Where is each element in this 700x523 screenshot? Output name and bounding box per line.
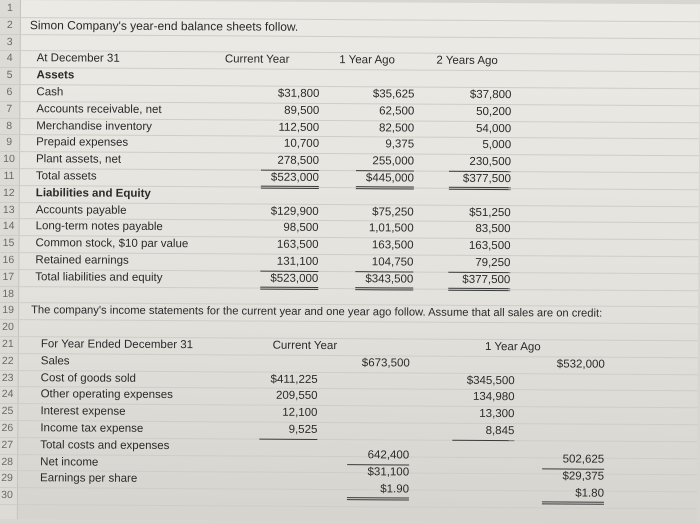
bs-cell-1y: $35,625 (372, 88, 415, 101)
bs-cell-current: 89,500 (284, 104, 320, 117)
is-net-income-label: Net income (40, 455, 99, 469)
row-number: 20 (2, 321, 14, 334)
is-expense-label: Interest expense (40, 405, 126, 418)
bs-cell-1y: $343,500 (355, 271, 413, 288)
bs-cell-current: 131,100 (260, 254, 318, 271)
bs-row-label: Accounts receivable, net (36, 103, 162, 116)
is-sales-label: Sales (40, 355, 70, 368)
row-number: 6 (6, 86, 13, 99)
is-eps-label: Earnings per share (40, 472, 138, 486)
row-number: 24 (1, 388, 14, 401)
is-sales-current: $673,500 (361, 357, 410, 370)
bs-row-label: Common stock, $10 par value (35, 237, 189, 251)
bs-cell-1y: 82,500 (379, 121, 415, 135)
assets-heading: Assets (36, 69, 75, 82)
row-number: 17 (2, 270, 15, 283)
bs-cell-2y: 5,000 (482, 139, 512, 152)
bs-row-label: Plant assets, net (35, 153, 122, 166)
is-expense-label: Other operating expenses (40, 388, 173, 402)
bs-cell-1y: 62,500 (379, 105, 415, 118)
bs-cell-2y: $37,800 (469, 88, 512, 102)
bs-cell-current: $523,000 (260, 270, 318, 287)
bs-cell-2y: 50,200 (476, 105, 512, 118)
is-expense-current: $411,225 (270, 373, 318, 386)
is-eps-current: $1.90 (347, 481, 409, 498)
is-total-costs-label: Total costs and expenses (40, 439, 170, 452)
row-number: 4 (6, 52, 13, 65)
bs-cell-current: 163,500 (276, 238, 319, 252)
bs-header-label: At December 31 (36, 52, 120, 66)
row-number: 5 (6, 69, 13, 82)
row-number: 2 (6, 18, 13, 31)
row-number: 7 (6, 102, 13, 115)
is-expense-1y: 8,845 (452, 423, 514, 440)
is-expense-current: 9,525 (259, 422, 317, 439)
liabilities-heading: Liabilities and Equity (35, 187, 151, 200)
page-title: Simon Company's year-end balance sheets follow. (29, 17, 299, 34)
row-number: 8 (6, 119, 13, 132)
row-number: 22 (1, 354, 14, 367)
bs-header-1y: 1 Year Ago (339, 54, 396, 67)
row-number: 21 (2, 338, 14, 351)
bs-cell-2y: $377,500 (448, 272, 510, 289)
bs-row-label: Merchandise inventory (36, 119, 152, 133)
is-total-costs-1y: 502,625 (542, 451, 604, 468)
is-net-income-current: $31,100 (367, 466, 410, 479)
bs-cell-2y: 230,500 (449, 154, 511, 171)
row-number: 15 (2, 237, 15, 250)
bs-cell-2y: 83,500 (475, 223, 511, 236)
is-expense-label: Cost of goods sold (40, 371, 136, 385)
row-number: 16 (2, 254, 15, 267)
row-number: 9 (6, 136, 13, 149)
row-number: 14 (2, 220, 15, 233)
bs-cell-2y: 54,000 (475, 122, 512, 135)
bs-header-2y: 2 Years Ago (436, 55, 498, 68)
row-number: 29 (1, 472, 13, 485)
is-total-costs-current: 642,400 (347, 447, 409, 464)
row-number: 12 (2, 186, 15, 199)
bs-row-label: Total assets (35, 170, 97, 183)
row-number: 13 (2, 203, 15, 216)
bs-cell-1y: 9,375 (385, 138, 415, 151)
is-expense-current: 12,100 (282, 406, 318, 420)
row-number: 3 (6, 35, 13, 48)
bs-header-current: Current Year (224, 53, 290, 67)
bs-cell-1y: 1,01,500 (368, 222, 414, 235)
bs-cell-1y: 255,000 (356, 153, 414, 170)
bs-cell-1y: 104,750 (355, 254, 413, 271)
bs-cell-current: $31,800 (277, 87, 320, 100)
bs-cell-2y: $377,500 (449, 171, 511, 188)
row-number: 1 (6, 2, 13, 15)
bs-row-label: Long-term notes payable (35, 220, 163, 234)
row-number: 25 (1, 405, 14, 418)
bs-cell-current: 278,500 (261, 153, 319, 170)
is-header-current: Current Year (272, 339, 338, 353)
bs-cell-2y: 79,250 (448, 255, 510, 272)
row-number: 26 (1, 422, 14, 435)
bs-cell-current: 10,700 (283, 138, 320, 151)
is-expense-current: 209,550 (275, 390, 318, 403)
bs-cell-current: $129,900 (270, 205, 319, 218)
bs-cell-2y: $51,250 (469, 206, 511, 219)
is-expense-label: Income tax expense (40, 422, 144, 435)
is-expense-1y: 134,980 (472, 391, 515, 404)
is-net-income-1y: $29,375 (562, 470, 605, 483)
row-number: 19 (2, 304, 14, 317)
is-expense-1y: 13,300 (479, 408, 515, 421)
row-number: 23 (1, 371, 14, 384)
bs-row-label: Accounts payable (35, 203, 127, 217)
bs-row-label: Prepaid expenses (36, 136, 129, 150)
income-statement-intro: The company's income statements for the current year and one year ago follow. Assume that all sales are on credit: (31, 304, 603, 321)
bs-cell-current: $523,000 (261, 170, 319, 187)
row-number: 10 (3, 153, 15, 166)
is-expense-1y: $345,500 (466, 374, 515, 387)
row-number: 27 (1, 438, 14, 451)
row-number: 30 (1, 489, 13, 502)
bs-cell-1y: $75,250 (372, 205, 414, 219)
bs-cell-1y: 163,500 (371, 239, 414, 252)
bs-cell-current: 112,500 (278, 121, 320, 134)
bs-cell-1y: $445,000 (356, 170, 414, 187)
is-header-1y: 1 Year Ago (485, 340, 541, 354)
bs-cell-2y: 163,500 (468, 240, 511, 253)
bs-row-label: Total liabilities and equity (35, 271, 163, 284)
is-eps-1y: $1.80 (542, 485, 604, 502)
is-header-label: For Year Ended December 31 (40, 338, 194, 352)
bs-row-label: Retained earnings (35, 254, 129, 267)
row-number: 11 (3, 170, 15, 183)
is-sales-1y: $532,000 (556, 358, 605, 371)
row-number: 18 (2, 287, 15, 300)
bs-row-label: Cash (36, 86, 64, 99)
row-number: 28 (1, 455, 14, 468)
bs-cell-current: 98,500 (283, 222, 319, 235)
